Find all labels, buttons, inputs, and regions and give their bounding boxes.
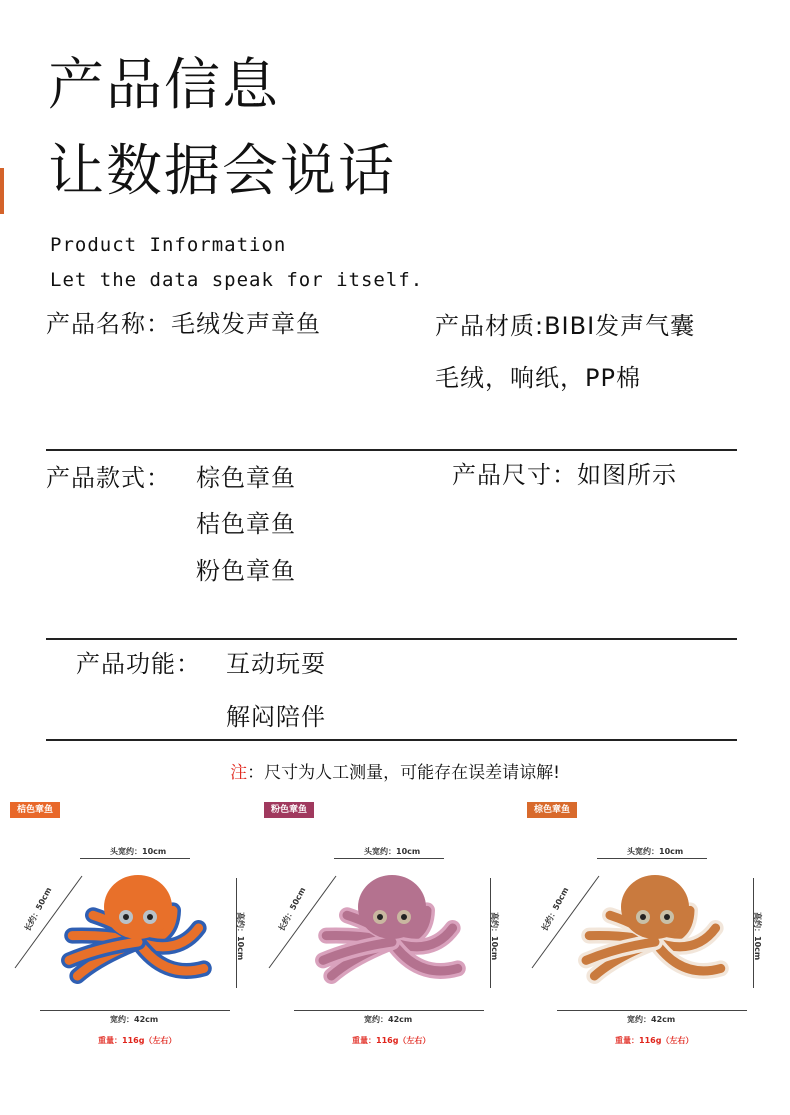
style-item: 桔色章鱼 — [196, 510, 296, 538]
function-label: 产品功能： — [76, 650, 201, 678]
width-line — [557, 1010, 747, 1011]
width-label: 宽约：42cm — [627, 1015, 676, 1024]
height-label: 高约：10cm — [236, 912, 245, 961]
head-width-label: 头宽约：10cm — [110, 847, 167, 856]
product-material-line2: 毛绒，响纸，PP棉 — [435, 364, 641, 392]
head-width-line — [80, 858, 190, 859]
product-card — [262, 800, 507, 1060]
accent-bar — [0, 168, 4, 214]
function-item: 解闷陪伴 — [226, 703, 326, 731]
divider — [46, 449, 737, 451]
head-width-line — [597, 858, 707, 859]
length-label: 长约：50cm — [22, 885, 54, 933]
page-slogan: 让数据会说话 — [48, 139, 396, 204]
height-label: 高约：10cm — [753, 912, 762, 961]
head-width-line — [334, 858, 444, 859]
head-width-label: 头宽约：10cm — [364, 847, 421, 856]
length-label: 长约：50cm — [539, 885, 571, 933]
height-label: 高约：10cm — [490, 912, 499, 961]
width-line — [294, 1010, 484, 1011]
octopus-image — [565, 862, 745, 992]
style-label: 产品款式： — [46, 464, 171, 492]
color-tag: 桔色章鱼 — [10, 802, 60, 818]
divider — [46, 739, 737, 741]
product-material-line1: 产品材质:BIBI发声气囊 — [435, 312, 696, 340]
function-item: 互动玩耍 — [226, 650, 326, 678]
weight-label: 重量：116g（左右） — [98, 1036, 177, 1045]
length-label: 长约：50cm — [276, 885, 308, 933]
divider — [46, 638, 737, 640]
english-slogan: Let the data speak for itself. — [50, 269, 424, 291]
color-tag: 棕色章鱼 — [527, 802, 577, 818]
english-title: Product Information — [50, 234, 287, 256]
octopus-image — [48, 862, 228, 992]
style-item: 粉色章鱼 — [196, 557, 296, 585]
product-name: 产品名称：毛绒发声章鱼 — [46, 310, 321, 338]
octopus-image — [302, 862, 482, 992]
width-label: 宽约：42cm — [110, 1015, 159, 1024]
weight-label: 重量：116g（左右） — [615, 1036, 694, 1045]
page-title: 产品信息 — [48, 53, 280, 118]
product-card — [8, 800, 253, 1060]
width-label: 宽约：42cm — [364, 1015, 413, 1024]
weight-label: 重量：116g（左右） — [352, 1036, 431, 1045]
style-item: 棕色章鱼 — [196, 464, 296, 492]
measurement-note — [0, 758, 790, 783]
note-prefix: 注 — [230, 763, 248, 783]
head-width-label: 头宽约：10cm — [627, 847, 684, 856]
color-tag: 粉色章鱼 — [264, 802, 314, 818]
product-card — [525, 800, 770, 1060]
note-text: ：尺寸为人工测量，可能存在误差请谅解! — [247, 763, 560, 783]
width-line — [40, 1010, 230, 1011]
product-size: 产品尺寸：如图所示 — [452, 461, 677, 489]
